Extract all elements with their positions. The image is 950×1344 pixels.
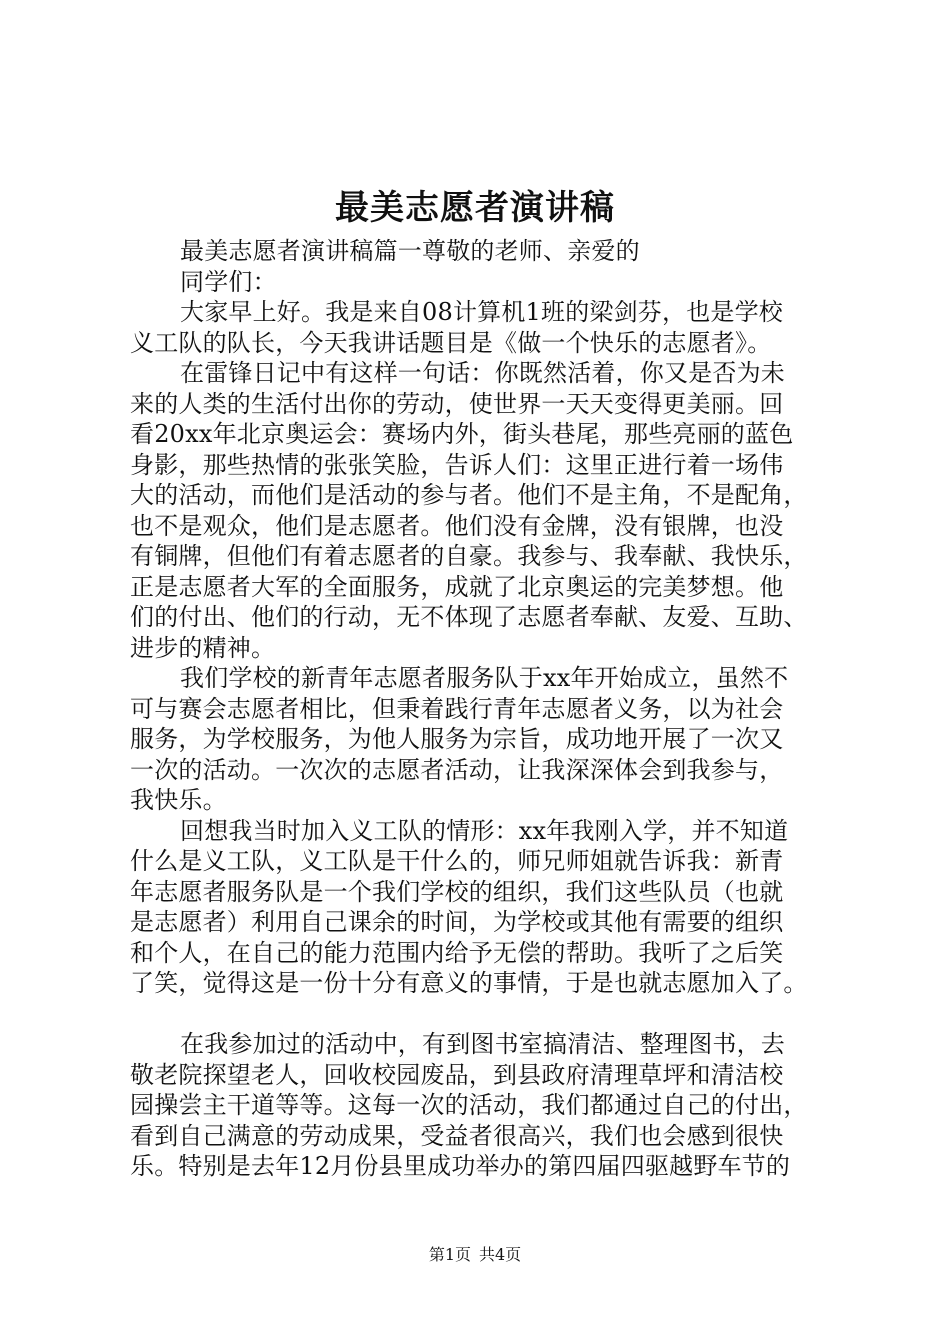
page-footer: [0, 1244, 950, 1266]
paragraph-line: 和个人，在自己的能力范围内给予无偿的帮助。我听了之后笑: [130, 938, 784, 967]
paragraph-line: 大家早上好。我是来自08计算机1班的梁剑芬，也是学校: [180, 298, 784, 326]
paragraph-line: 乐。特别是去年12月份县里成功举办的第四届四驱越野车节的: [130, 1152, 791, 1180]
paragraph-line: 在雷锋日记中有这样一句话：你既然活着，你又是否为未: [180, 359, 785, 387]
paragraph-line: 我们学校的新青年志愿者服务队于xx年开始成立，虽然不: [180, 664, 789, 692]
document-body: [130, 236, 850, 1182]
paragraph-line: 什么是义工队，义工队是干什么的，师兄师姐就告诉我：新青: [130, 847, 784, 875]
paragraph-line: 了笑，觉得这是一份十分有意义的事情，于是也就志愿加入了。: [130, 969, 808, 997]
paragraph-line: 义工队的队长，今天我讲话题目是《做一个快乐的志愿者》。: [130, 328, 772, 357]
paragraph-line: 们的付出、他们的行动，无不体现了志愿者奉献、友爱、互助、: [130, 603, 808, 631]
paragraph-line: 我快乐。: [130, 786, 227, 814]
paragraph-line: 回想我当时加入义工队的情形：xx年我刚入学，并不知道: [180, 816, 789, 845]
paragraph-line: 看20xx年北京奥运会：赛场内外，街头巷尾，那些亮丽的蓝色: [130, 420, 794, 448]
paragraph-line: 有铜牌，但他们有着志愿者的自豪。我参与、我奉献、我快乐，: [130, 542, 808, 570]
paragraph-line: 来的人类的生活付出你的劳动，使世界一天天变得更美丽。回: [130, 389, 784, 418]
paragraph-line: 年志愿者服务队是一个我们学校的组织，我们这些队员（也就: [130, 877, 784, 906]
paragraph-line: 在我参加过的活动中，有到图书室搞清洁、整理图书，去: [180, 1030, 785, 1058]
paragraph-line: 园操尝主干道等等。这每一次的活动，我们都通过自己的付出，: [130, 1091, 808, 1119]
paragraph-line: 正是志愿者大军的全面服务，成就了北京奥运的完美梦想。他: [130, 572, 784, 601]
page-total: 共4页: [479, 1245, 522, 1264]
paragraph-line: 可与赛会志愿者相比，但秉着践行青年志愿者义务，以为社会: [130, 694, 784, 723]
paragraph-spacer: [130, 999, 850, 1030]
paragraph-line: 大的活动，而他们是活动的参与者。他们不是主角，不是配角，: [130, 481, 808, 509]
paragraph-line: 进步的精神。: [130, 633, 276, 662]
paragraph-line: 一次的活动。一次次的志愿者活动，让我深深体会到我参与，: [130, 755, 784, 784]
paragraph-line: 身影，那些热情的张张笑脸，告诉人们：这里正进行着一场伟: [130, 450, 784, 479]
paragraph-line: 最美志愿者演讲稿篇一尊敬的老师、亲爱的: [180, 237, 640, 265]
paragraph-line: 敬老院探望老人，回收校园废品，到县政府清理草坪和清洁校: [130, 1060, 784, 1089]
page-number: 第1页: [428, 1245, 471, 1264]
paragraph-line: 也不是观众，他们是志愿者。他们没有金牌，没有银牌，也没: [130, 511, 784, 540]
document-title: 最美志愿者演讲稿: [335, 188, 615, 228]
paragraph-line: 看到自己满意的劳动成果，受益者很高兴，我们也会感到很快: [130, 1121, 784, 1150]
paragraph-line: 是志愿者）利用自己课余的时间，为学校或其他有需要的组织: [130, 908, 784, 936]
paragraph-line: 服务，为学校服务，为他人服务为宗旨，成功地开展了一次又: [130, 725, 784, 753]
paragraph-line: 同学们：: [180, 267, 277, 296]
